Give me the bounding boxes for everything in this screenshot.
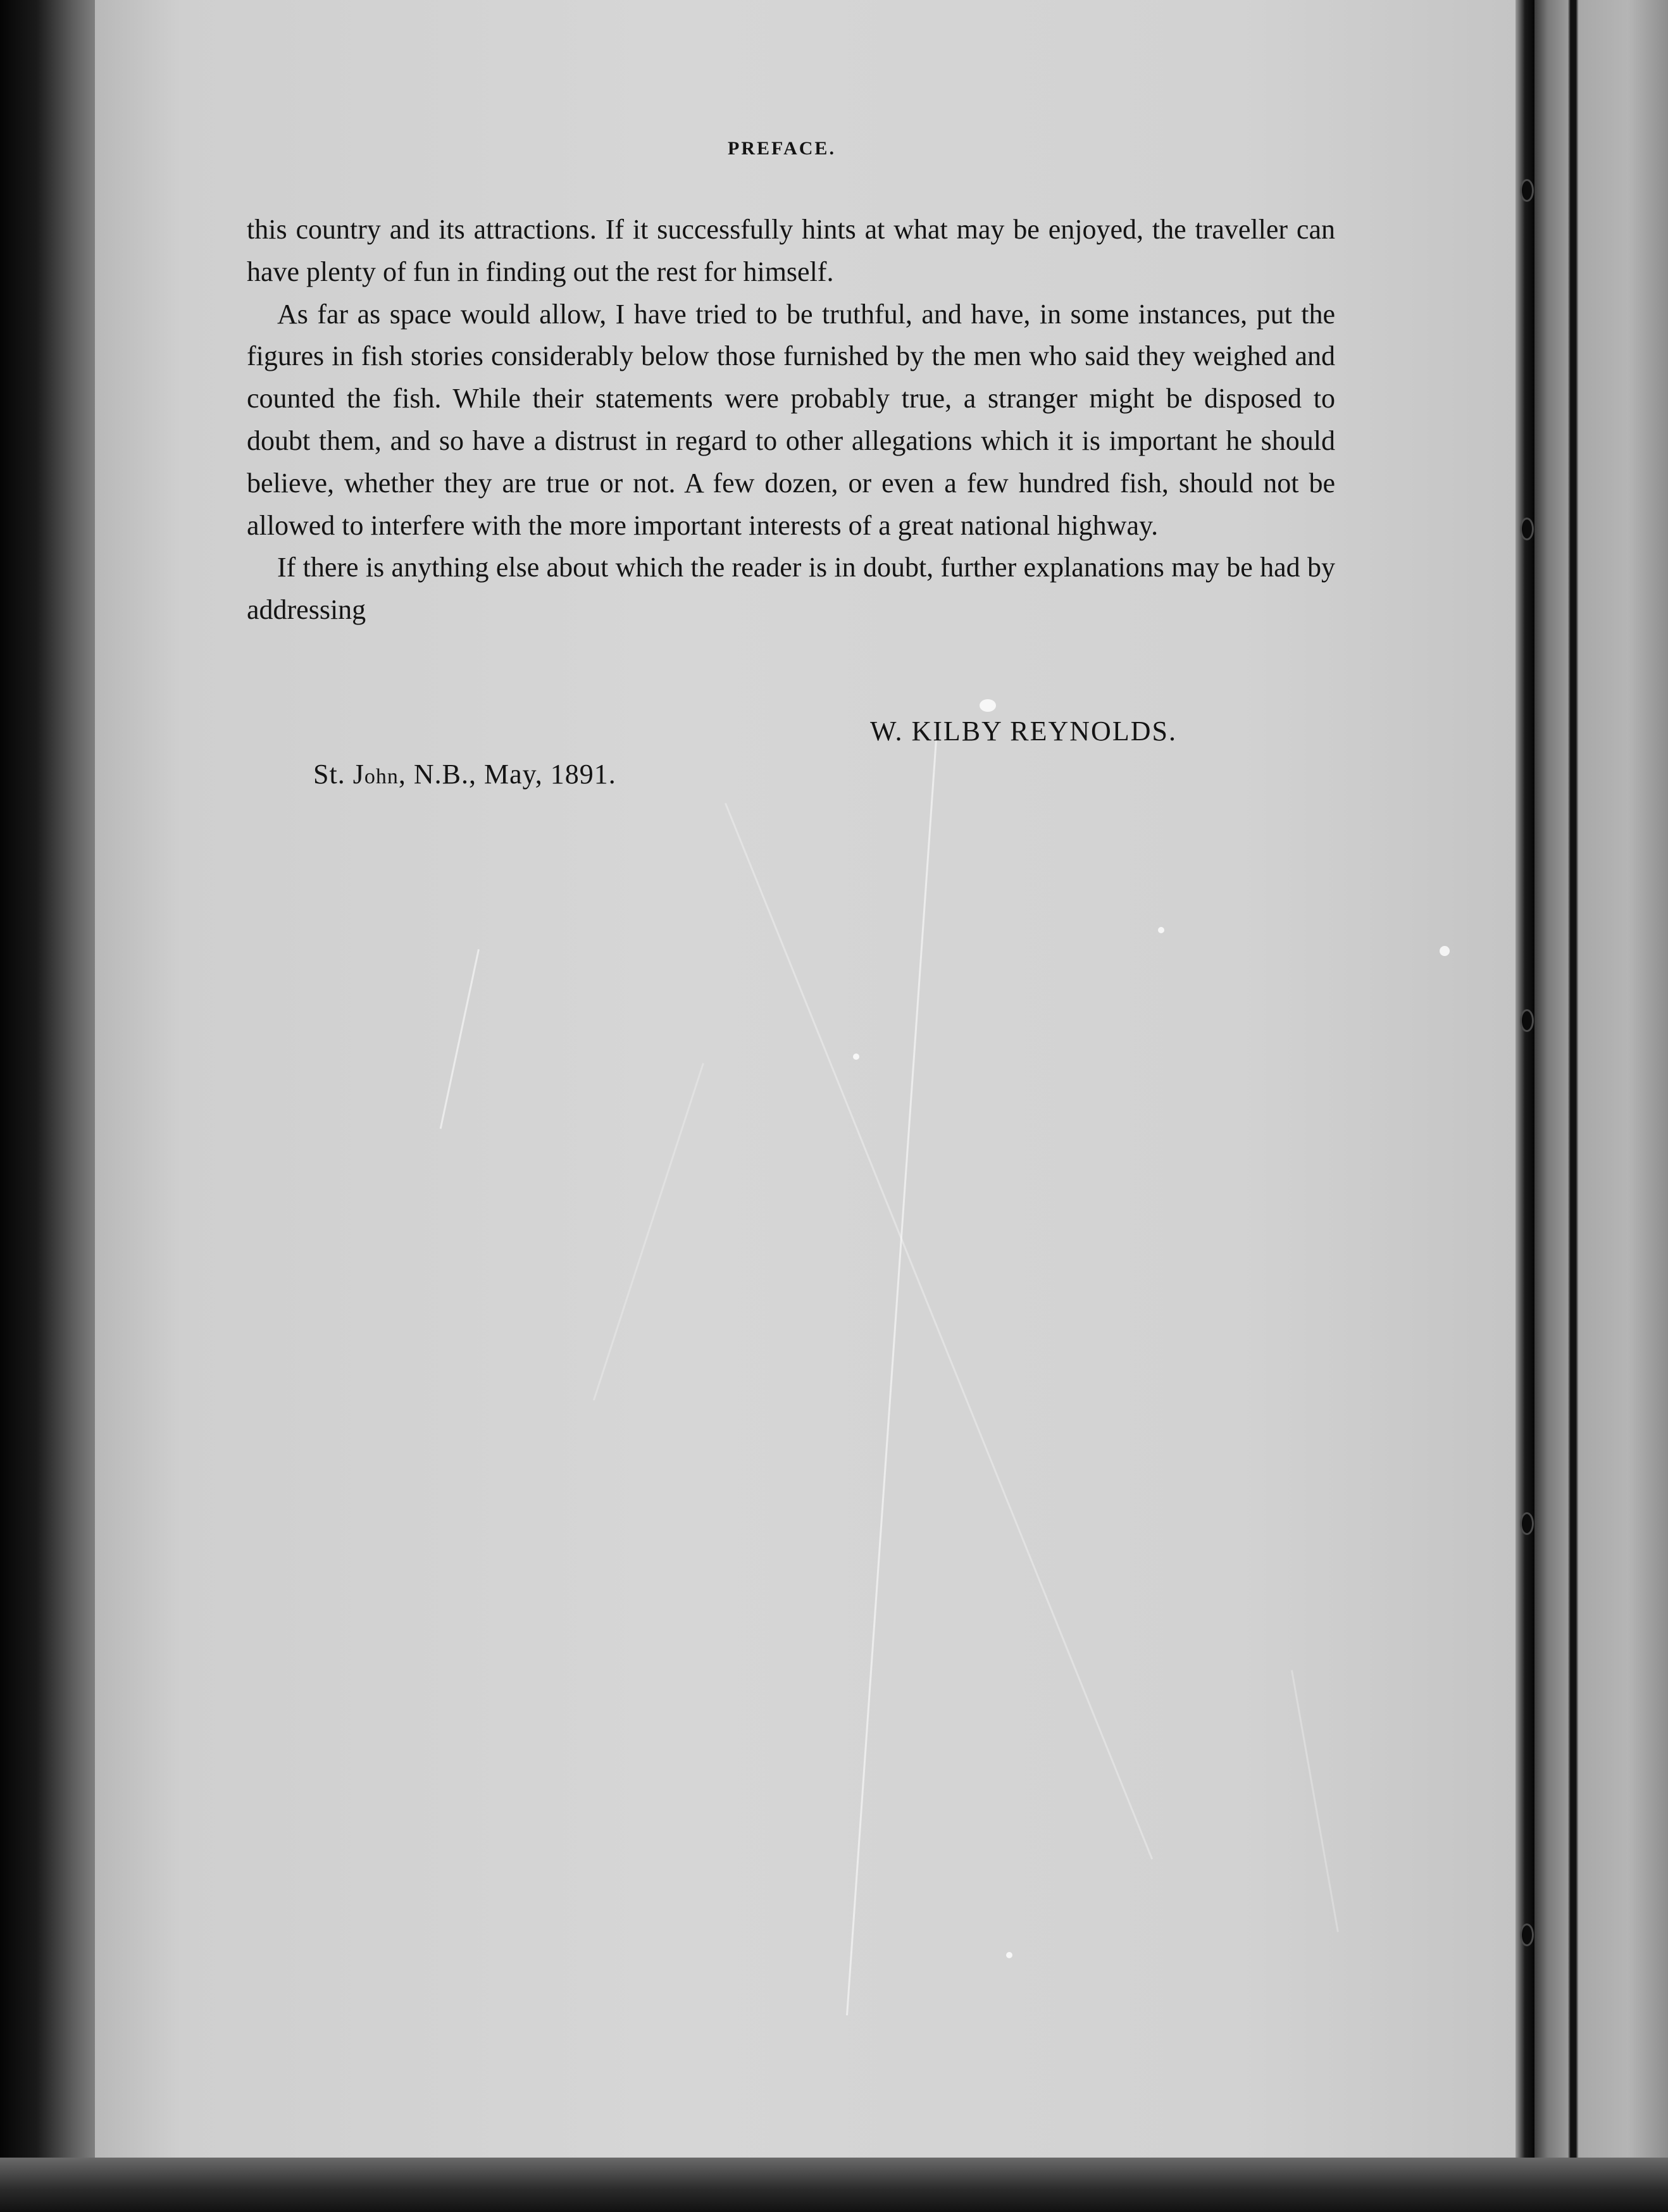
- stitch-mark: [1520, 518, 1534, 540]
- author-signature: W. KILBY REYNOLDS.: [870, 716, 1177, 747]
- bottom-edge: [0, 2158, 1668, 2212]
- dust-speck: [980, 699, 996, 712]
- paragraph: If there is anything else about which the reader is in doubt, further explanations may be had by addressing: [247, 552, 1335, 626]
- place-st: St.: [313, 759, 345, 790]
- stitch-mark: [1520, 1923, 1534, 1946]
- adjacent-page-edge: [1534, 0, 1668, 2212]
- dust-speck: [1006, 1952, 1012, 1958]
- place-date: [313, 758, 616, 790]
- stitch-mark: [1520, 1009, 1534, 1032]
- place-john-rest: ohn: [364, 765, 399, 788]
- running-head: PREFACE.: [728, 138, 836, 159]
- place-date-tail: , N.B., May, 1891.: [398, 759, 616, 790]
- place-john-initial: J: [352, 759, 364, 790]
- paragraph: this country and its attractions. If it successfully hints at what may be enjoyed, the traveller can have plenty of fun in finding out the rest for himself.: [247, 214, 1335, 287]
- paragraph: As far as space would allow, I have tried to be truthful, and have, in some instances, put the figures in fish stories considerably below those furnished by the men who said they weighed and counted the fish. While their statements were probably true, a stranger might be disposed to doubt them, and so have a distrust in regard to other allegations which it is important he should believe, whether they are true or not. A few dozen, or even a few hundred fish, should not be allowed to interfere with the more important interests of a great national highway.: [247, 298, 1335, 541]
- dust-speck: [1440, 946, 1450, 956]
- stitch-mark: [1520, 179, 1534, 202]
- dust-speck: [1158, 927, 1164, 933]
- stitch-mark: [1520, 1512, 1534, 1535]
- dust-speck: [853, 1053, 859, 1060]
- binding-edge: [0, 0, 104, 2212]
- page-fold: [1516, 0, 1534, 2212]
- preface-body: [247, 209, 1335, 631]
